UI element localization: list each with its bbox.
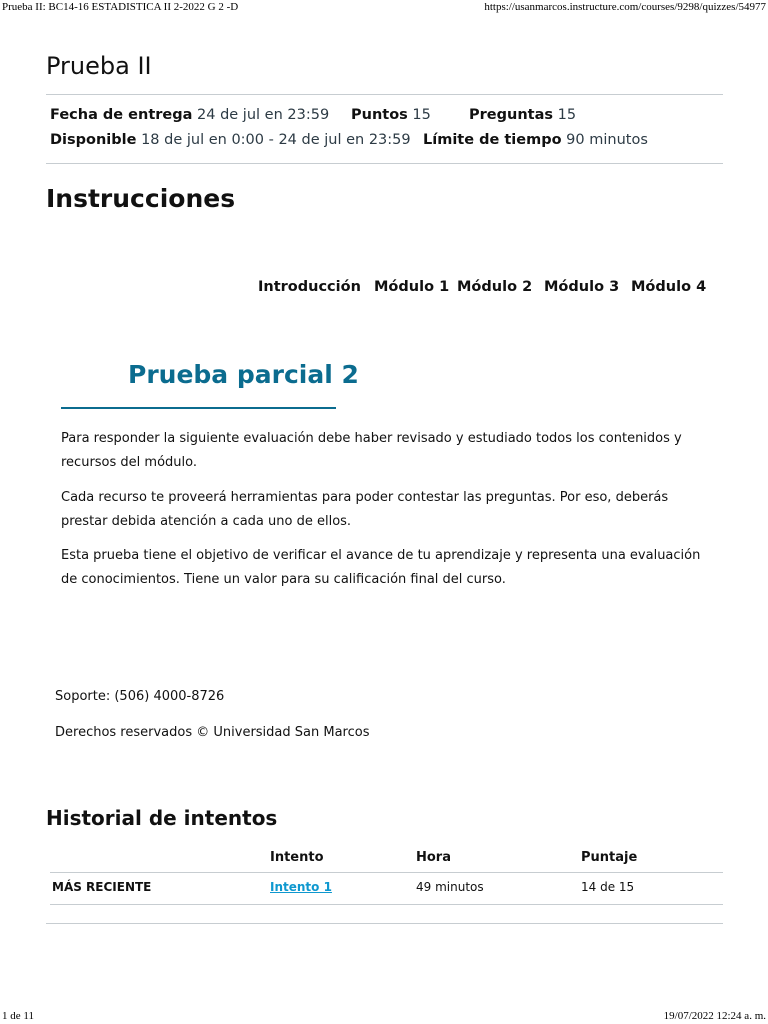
column-header-time: Hora [416,850,451,865]
module-tab-4[interactable]: Módulo 4 [631,279,707,295]
points [351,107,431,123]
due-value: 24 de jul en 23:59 [197,107,330,123]
row-label: MÁS RECIENTE [52,880,152,894]
due-label: Fecha de entrega [50,107,193,123]
module-tab-introduccion[interactable]: Introducción [258,279,361,295]
column-header-attempt: Intento [270,850,324,865]
instructions-title: Instrucciones [46,184,236,213]
due-date [50,107,329,123]
support-phone: Soporte: (506) 4000-8726 [55,689,225,704]
available-label: Disponible [50,132,137,148]
print-page-url: https://usanmarcos.instructure.com/courses/9298/quizzes/54977 [484,1,766,13]
module-tab-2[interactable]: Módulo 2 [457,279,533,295]
instruction-paragraph: Para responder la siguiente evaluación debe haber revisado y estudiado todos los contenidos y recursos del módulo. [61,431,682,470]
available-value: 18 de jul en 0:00 - 24 de jul en 23:59 [141,132,411,148]
questions [469,107,576,123]
print-page-title: Prueba II: BC14-16 ESTADISTICA II 2-2022 G 2 -D [2,1,239,13]
table-divider [50,872,723,873]
time-limit [423,132,648,148]
time-limit-value: 90 minutos [566,132,648,148]
points-label: Puntos [351,107,408,123]
available [50,132,411,148]
attempt-link[interactable]: Intento 1 [270,880,332,894]
score-cell: 14 de 15 [581,880,635,894]
print-datetime: 19/07/2022 12:24 a. m. [663,1010,766,1022]
divider [46,163,723,164]
time-limit-label: Límite de tiempo [423,132,562,148]
copyright: Derechos reservados © Universidad San Marcos [55,725,370,740]
print-header [0,1,768,15]
module-tab-3[interactable]: Módulo 3 [544,279,620,295]
module-tab-1[interactable]: Módulo 1 [374,279,450,295]
section-title: Prueba parcial 2 [128,360,359,389]
questions-label: Preguntas [469,107,553,123]
divider [46,94,723,95]
time-cell: 49 minutos [416,880,484,894]
quiz-title: Prueba II [46,52,152,80]
attempt-cell [270,880,332,894]
section-underline [61,407,336,409]
history-title: Historial de intentos [46,806,278,830]
print-footer [0,1010,768,1024]
questions-value: 15 [557,107,577,123]
table-divider [50,904,723,905]
page-number: 1 de 11 [2,1010,34,1022]
column-header-score: Puntaje [581,850,638,865]
instruction-paragraph: Esta prueba tiene el objetivo de verificar el avance de tu aprendizaje y representa una evaluación de conocimientos. Tiene un valor para su calificación final del curso. [61,548,701,587]
instruction-paragraph: Cada recurso te proveerá herramientas para poder contestar las preguntas. Por eso, deberás prestar debida atención a cada uno de ellos. [61,490,669,529]
points-value: 15 [412,107,431,123]
divider [46,923,723,924]
